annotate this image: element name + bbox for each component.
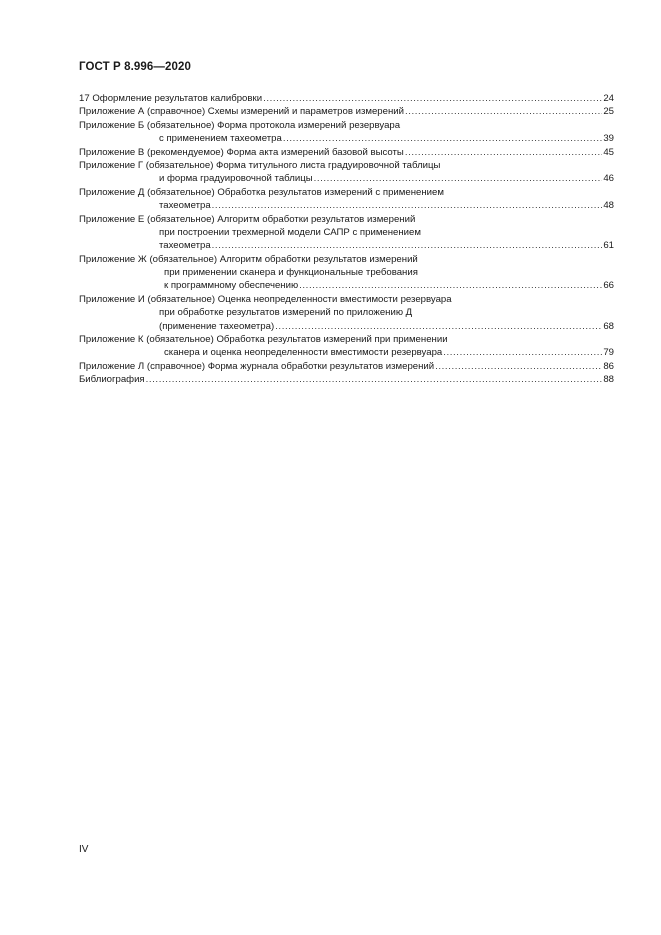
toc-entry-text: Приложение И (обязательное) Оценка неопределенности вместимости резервуара [79,293,452,305]
toc-entry-text: Приложение Б (обязательное) Форма протокола измерений резервуара [79,119,401,131]
toc-entry-title-line [79,119,614,132]
toc-page-number: 88 [603,374,614,386]
toc-entry-text: при применении сканера и функциональные требования [164,267,418,279]
toc-entry-title-line [79,333,614,346]
toc-entry[interactable] [79,373,614,386]
toc-entry-continuation-line [79,172,614,185]
page-number: IV [79,844,89,855]
toc-page-number: 61 [603,240,614,252]
toc-entry-text: при обработке результатов измерений по приложению Д [159,307,413,319]
toc-entry-title-line [79,146,614,159]
toc-page-number: 79 [603,347,614,359]
toc-entry-text: Библиография [79,374,145,386]
toc-entry-title-line [79,105,614,118]
toc-entry-continuation-line [79,266,614,279]
toc-page-number: 45 [603,146,614,158]
toc-page-number: 25 [603,106,614,118]
toc-entry-text: Приложение Л (справочное) Форма журнала обработки результатов измерений [79,360,435,372]
toc-entry-continuation-line [79,132,614,145]
toc-entry[interactable] [79,105,614,118]
toc-entry-title-line [79,213,614,226]
dot-leader [299,279,602,292]
toc-page-number: 24 [603,93,614,104]
toc-entry-continuation-line [79,199,614,212]
toc-entry[interactable] [79,213,614,253]
toc-entry[interactable] [79,92,614,105]
toc-entry-title-line [79,373,614,386]
toc-entry[interactable] [79,360,614,373]
dot-leader [435,360,602,373]
dot-leader [212,239,603,252]
dot-leader [443,346,602,359]
toc-entry-text: Приложение А (справочное) Схемы измерений и параметров измерений [79,106,404,118]
toc-entry-text: с применением тахеометра [159,133,282,145]
toc-page-number: 46 [603,173,614,185]
toc-entry-text: Приложение В (рекомендуемое) Форма акта измерений базовой высоты [79,146,404,158]
toc-entry-continuation-line [79,346,614,359]
toc-entry-text: 17 Оформление результатов калибровки [79,93,263,104]
toc-entry-title-line [79,92,614,105]
toc-entry-text: (применение тахеометра) [159,320,275,332]
dot-leader [405,146,603,159]
dot-leader [314,172,603,185]
toc-entry-continuation-line [79,306,614,319]
toc-entry-title-line [79,253,614,266]
dot-leader [146,373,603,386]
toc-page-number: 39 [603,133,614,145]
toc-entry-title-line [79,186,614,199]
toc-entry-continuation-line [79,279,614,292]
dot-leader [263,92,602,105]
toc-entry-text: сканера и оценка неопределенности вместимости резервуара [164,347,443,359]
toc-entry[interactable] [79,253,614,293]
toc-entry-text: тахеометра [159,240,211,252]
table-of-contents [79,92,614,387]
toc-page-number: 68 [603,320,614,332]
toc-entry-text: Приложение Ж (обязательное) Алгоритм обработки результатов измерений [79,253,418,265]
toc-page-number: 66 [603,280,614,292]
toc-entry[interactable] [79,159,614,186]
toc-entry[interactable] [79,119,614,146]
toc-entry-text: и форма градуировочной таблицы [159,173,313,185]
toc-entry-text: Приложение Д (обязательное) Обработка результатов измерений с применением [79,186,444,198]
toc-entry[interactable] [79,186,614,213]
toc-page-number: 86 [603,360,614,372]
toc-entry-text: Приложение Г (обязательное) Форма титульного листа градуировочной таблицы [79,159,441,171]
dot-leader [275,320,602,333]
toc-entry-text: тахеометра [159,200,211,212]
toc-entry[interactable] [79,146,614,159]
toc-entry-text: Приложение Е (обязательное) Алгоритм обработки результатов измерений [79,213,416,225]
toc-entry-title-line [79,360,614,373]
document-standard-header: ГОСТ Р 8.996—2020 [79,61,191,73]
toc-entry-text: к программному обеспечению [164,280,299,292]
toc-entry-title-line [79,159,614,172]
toc-entry-text: Приложение К (обязательное) Обработка результатов измерений при применении [79,334,448,346]
dot-leader [405,105,602,118]
toc-entry-title-line [79,293,614,306]
toc-entry[interactable] [79,333,614,360]
toc-entry-text: при построении трехмерной модели САПР с применением [159,226,421,238]
dot-leader [283,132,602,145]
toc-entry-continuation-line [79,320,614,333]
toc-page-number: 48 [603,200,614,212]
toc-entry-continuation-line [79,226,614,239]
toc-entry[interactable] [79,293,614,333]
dot-leader [212,199,603,212]
toc-entry-continuation-line [79,239,614,252]
